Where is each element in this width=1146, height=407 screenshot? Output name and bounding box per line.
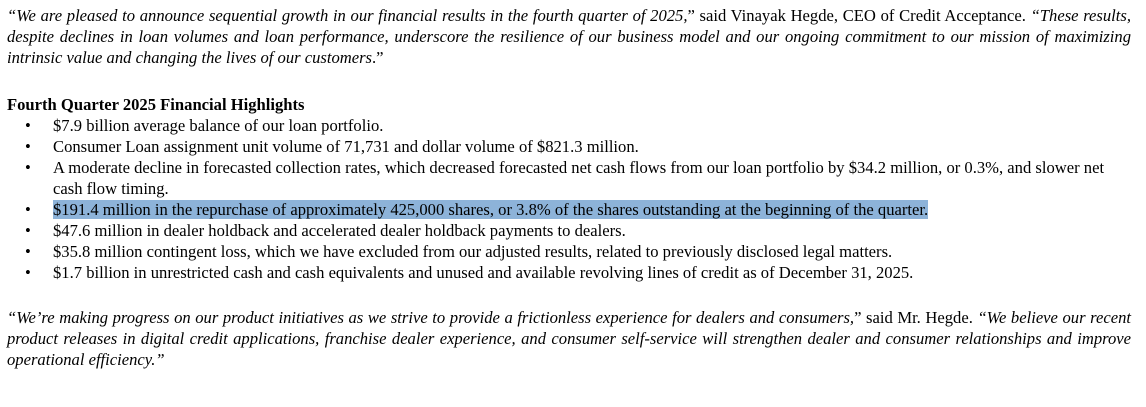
- list-item: [7, 220, 1131, 241]
- ceo-quote-paragraph: [7, 5, 1131, 68]
- list-item: [7, 115, 1131, 136]
- list-item: [7, 136, 1131, 157]
- bullet-icon: •: [25, 263, 31, 282]
- bullet-icon: •: [25, 200, 31, 219]
- bullet-icon: •: [25, 158, 31, 177]
- quote-text: “These results, despite declines in loan volumes and loan performance, underscore the resilience of our business model and our ongoing commitment to our mission of maximizing intrinsic value and changing the lives of our customers: [7, 6, 1131, 67]
- list-item-text: $7.9 billion average balance of our loan portfolio.: [53, 116, 384, 135]
- product-quote-paragraph: [7, 307, 1131, 370]
- selected-text[interactable]: $191.4 million in the repurchase of approximately 425,000 shares, or 3.8% of the shares outstanding at the beginning of the quarter.: [53, 200, 929, 219]
- quote-text: “We believe our recent product releases in digital credit applications, franchise dealer experience, and consumer self-service will strengthen dealer and consumer relationships and improve operational efficiency.”: [7, 308, 1131, 369]
- list-item-text: $47.6 million in dealer holdback and accelerated dealer holdback payments to dealers.: [53, 221, 626, 240]
- bullet-icon: •: [25, 242, 31, 261]
- list-item-text: $1.7 billion in unrestricted cash and cash equivalents and unused and available revolving lines of credit as of December 31, 2025.: [53, 263, 914, 282]
- list-item: [7, 262, 1131, 283]
- list-item-text: A moderate decline in forecasted collection rates, which decreased forecasted net cash flows from our loan portfolio by $34.2 million, or 0.3%, and slower net cash flow timing.: [53, 158, 1105, 198]
- quote-text: “We’re making progress on our product initiatives as we strive to provide a frictionless experience for dealers and consumers,: [7, 308, 855, 327]
- quote-text: “We are pleased to announce sequential growth in our financial results in the fourth quarter of 2025,: [7, 6, 688, 25]
- press-release-excerpt: [7, 5, 1131, 370]
- section-heading: Fourth Quarter 2025 Financial Highlights: [7, 95, 305, 114]
- list-item-highlighted: [7, 199, 1131, 220]
- list-item-text: $35.8 million contingent loss, which we have excluded from our adjusted results, related to previously disclosed legal matters.: [53, 242, 893, 261]
- bullet-icon: •: [25, 137, 31, 156]
- list-item-text: Consumer Loan assignment unit volume of 71,731 and dollar volume of $821.3 million.: [53, 137, 639, 156]
- bullet-icon: •: [25, 221, 31, 240]
- list-item: [7, 241, 1131, 262]
- list-item: [7, 157, 1131, 199]
- attribution-text: ” said Mr. Hegde.: [854, 308, 973, 327]
- quote-close: .”: [372, 48, 384, 67]
- attribution-text: ” said Vinayak Hegde, CEO of Credit Acceptance.: [687, 6, 1026, 25]
- highlights-list: [7, 115, 1131, 283]
- bullet-icon: •: [25, 116, 31, 135]
